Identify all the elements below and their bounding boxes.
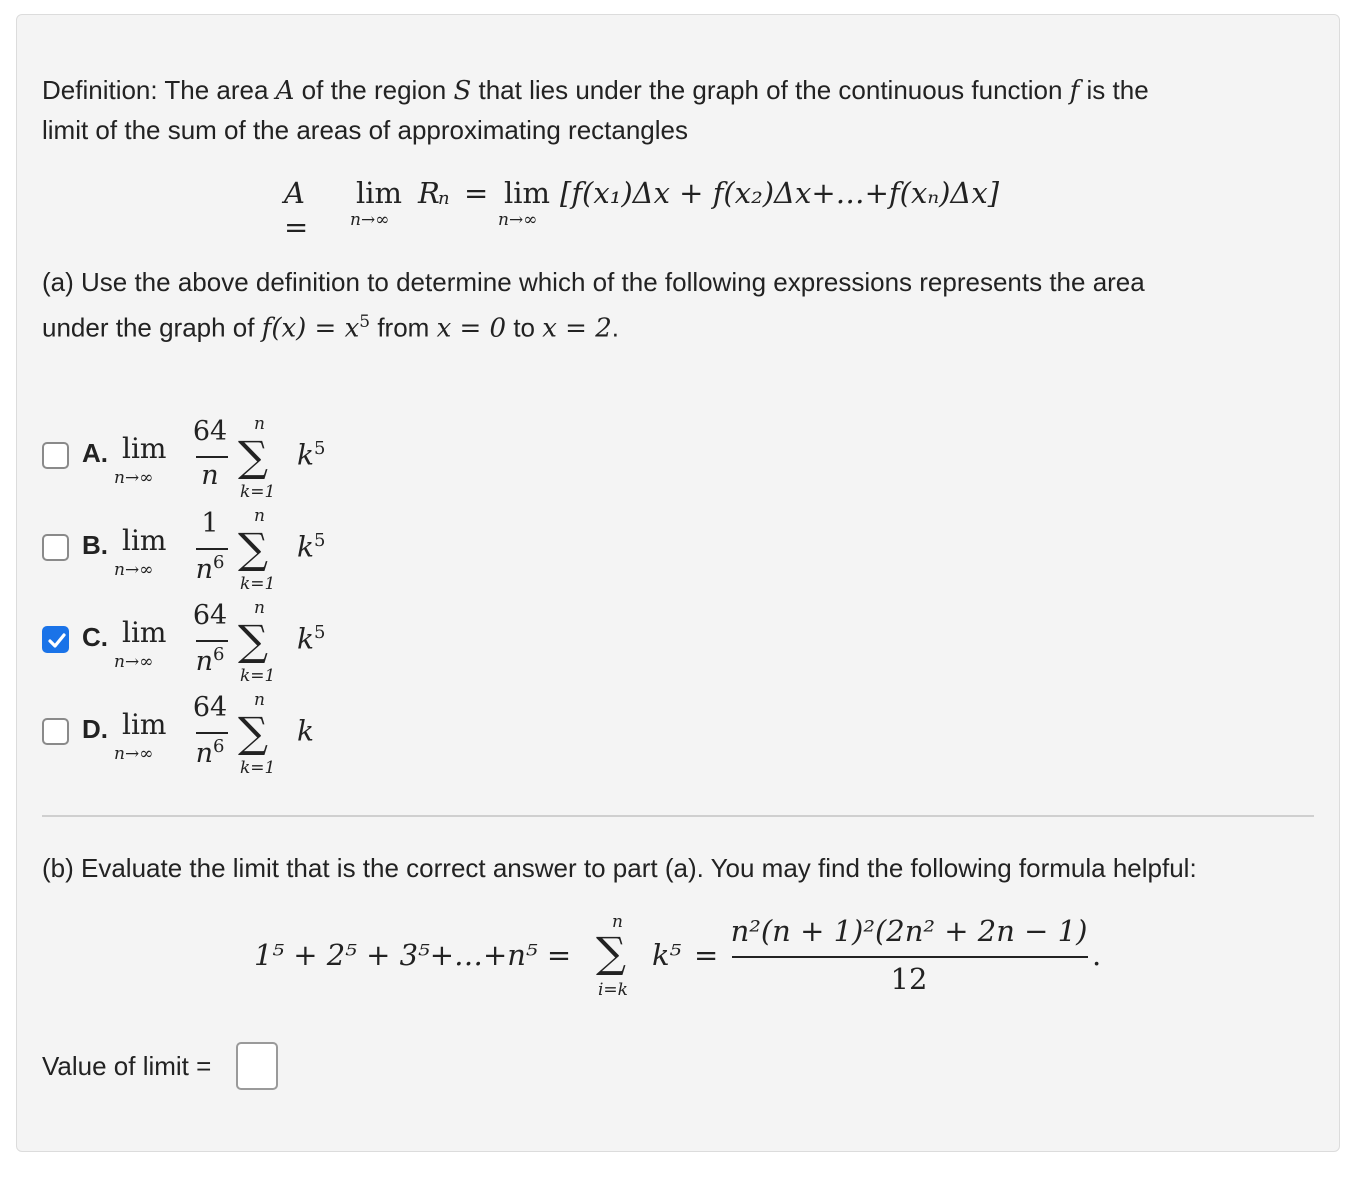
part-a-question-line-1: (a) Use the above definition to determine which of the following expressions represents the area — [42, 267, 1145, 297]
sum-upper-limit: n — [254, 506, 265, 526]
option-a-letter: A. — [82, 438, 108, 468]
sum-term: k — [297, 714, 314, 748]
sigma-symbol: ∑ — [238, 524, 268, 573]
sum-upper-limit: n — [254, 414, 265, 434]
option-b-checkbox[interactable] — [42, 534, 69, 561]
lim-label: lim — [122, 708, 167, 741]
sum-term: $k^5$ — [297, 622, 326, 656]
lim-subscript: n→∞ — [114, 652, 154, 672]
lim-subscript: n→∞ — [114, 744, 154, 764]
sigma-symbol: ∑ — [238, 708, 268, 757]
sum-term: $k^5$ — [297, 438, 326, 472]
section-divider — [42, 815, 1314, 817]
sum-formula: 1⁵ + 2⁵ + 3⁵+…+n⁵ = n ∑ i=k k⁵ = n²(n + 1)²(2n² + 2n − 1) 12 . — [254, 912, 1102, 1000]
part-a-question-line-2: under the graph of $f(x) = x^5$ from x = 0 to x = 2. — [42, 312, 619, 344]
sum-lower-limit: k=1 — [240, 758, 276, 778]
sigma-symbol: ∑ — [238, 616, 268, 665]
option-c-letter: C. — [82, 622, 108, 652]
answer-label: Value of limit = — [42, 1051, 212, 1081]
option-d-checkbox[interactable] — [42, 718, 69, 745]
sum-upper-limit: n — [254, 598, 265, 618]
sum-lower-limit: k=1 — [240, 574, 276, 594]
lim-subscript: n→∞ — [114, 560, 154, 580]
checkmark-icon — [47, 631, 67, 651]
option-c-checkbox[interactable] — [42, 626, 69, 653]
lim-label: lim — [122, 524, 167, 557]
definition-line-2: limit of the sum of the areas of approximating rectangles — [42, 115, 688, 145]
lim-label: lim — [122, 432, 167, 465]
definition-line-1: Definition: The area A of the region S that lies under the graph of the continuous function f is the — [42, 75, 1149, 106]
sigma-symbol: ∑ — [238, 432, 268, 481]
lim-subscript: n→∞ — [114, 468, 154, 488]
part-b-question: (b) Evaluate the limit that is the correct answer to part (a). You may find the following formula helpful: — [42, 853, 1197, 883]
option-d-letter: D. — [82, 714, 108, 744]
limit-value-input[interactable] — [236, 1042, 278, 1090]
sum-lower-limit: k=1 — [240, 666, 276, 686]
lim-label: lim — [122, 616, 167, 649]
sum-upper-limit: n — [254, 690, 265, 710]
option-b-letter: B. — [82, 530, 108, 560]
option-a-checkbox[interactable] — [42, 442, 69, 469]
sum-lower-limit: k=1 — [240, 482, 276, 502]
sum-term: $k^5$ — [297, 530, 326, 564]
